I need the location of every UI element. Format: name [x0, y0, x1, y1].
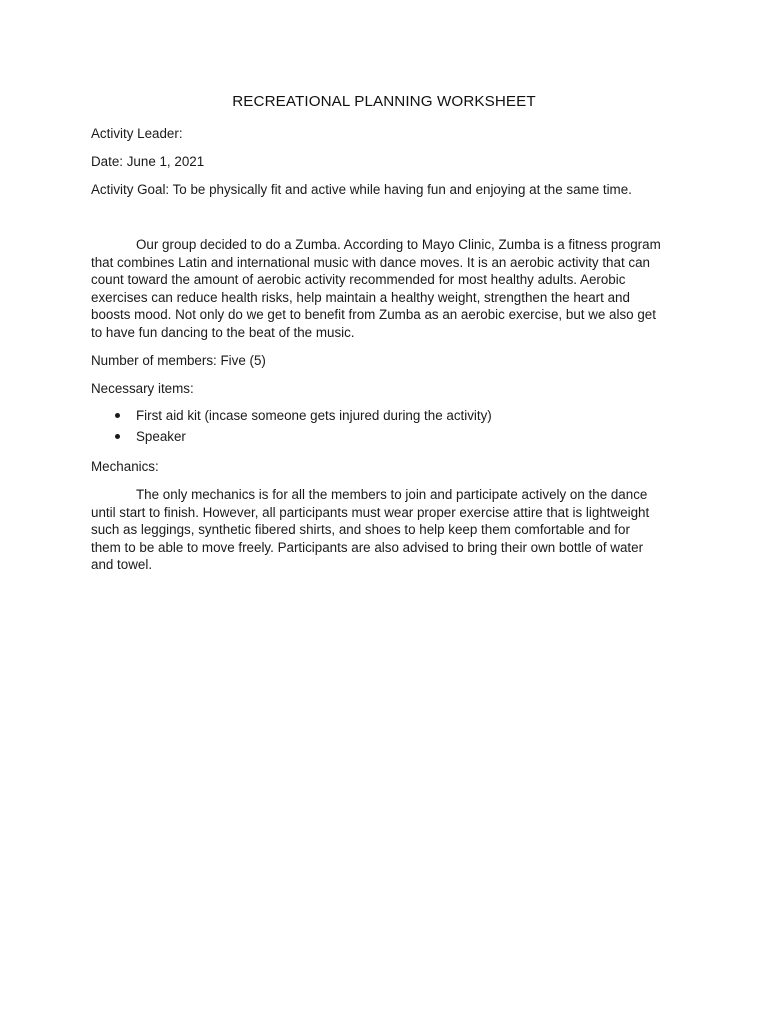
mechanics-paragraph-line: and towel. — [91, 557, 153, 573]
intro-paragraph-line: boosts mood. Not only do we get to benefit from Zumba as an aerobic exercise, but we also get — [91, 307, 656, 323]
mechanics-paragraph-line: The only mechanics is for all the members to join and participate actively on the dance — [136, 487, 648, 502]
intro-paragraph-line: exercises can reduce health risks, help maintain a healthy weight, strengthen the heart and — [91, 289, 630, 305]
items-heading: Necessary items: — [91, 381, 194, 396]
date-line: Date: June 1, 2021 — [91, 154, 205, 169]
bullet-icon — [115, 413, 120, 418]
list-item-label: Speaker — [136, 428, 186, 444]
intro-paragraph — [91, 236, 681, 342]
mechanics-paragraph — [91, 486, 681, 574]
list-item — [91, 407, 492, 428]
bullet-icon — [115, 434, 120, 439]
intro-paragraph-line: to have fun dancing to the beat of the music. — [91, 324, 355, 340]
activity-goal-line: Activity Goal: To be physically fit and active while having fun and enjoying at the same time. — [91, 182, 632, 197]
list-item — [91, 428, 492, 449]
mechanics-paragraph-line: such as leggings, synthetic fibered shirts, and shoes to help keep them comfortable and for — [91, 522, 630, 538]
mechanics-paragraph-line: them to be able to move freely. Participants are also advised to bring their own bottle of water — [91, 539, 644, 555]
intro-paragraph-line: Our group decided to do a Zumba. According to Mayo Clinic, Zumba is a fitness program — [136, 237, 661, 252]
intro-paragraph-line: that combines Latin and international music with dance moves. It is an aerobic activity that can — [91, 254, 650, 270]
mechanics-heading: Mechanics: — [91, 459, 159, 474]
members-line: Number of members: Five (5) — [91, 353, 266, 368]
page-title: RECREATIONAL PLANNING WORKSHEET — [232, 93, 536, 110]
intro-paragraph-line: count toward the amount of aerobic activity recommended for most healthy adults. Aerobic — [91, 272, 626, 288]
list-item-label: First aid kit (incase someone gets injured during the activity) — [136, 408, 492, 423]
activity-leader-line: Activity Leader: — [91, 126, 183, 141]
items-list — [91, 407, 492, 448]
mechanics-paragraph-line: until start to finish. However, all participants must wear proper exercise attire that is lightweight — [91, 504, 650, 520]
